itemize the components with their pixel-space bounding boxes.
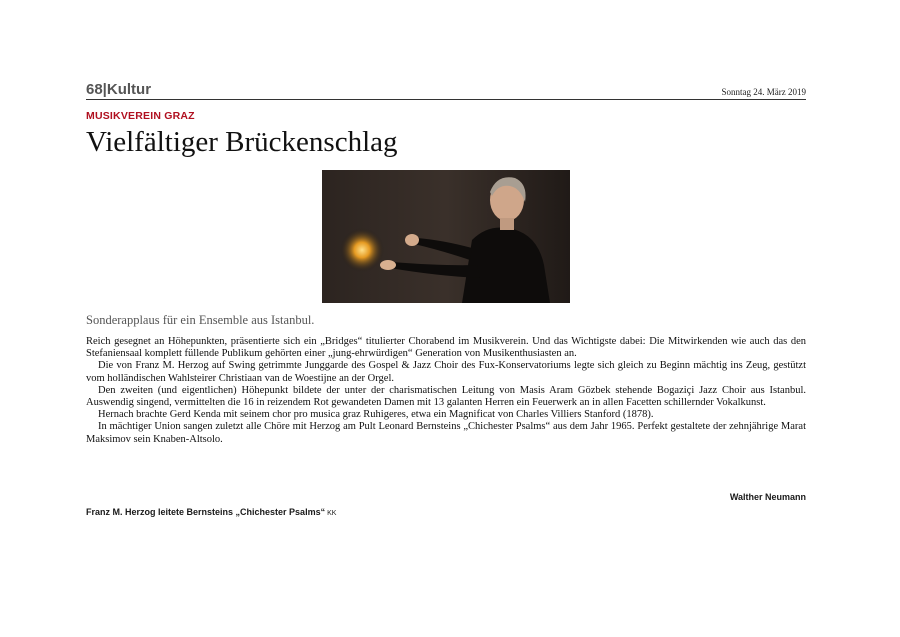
article-paragraph: Die von Franz M. Herzog auf Swing getrimmte Junggarde des Gospel & Jazz Choir des Fux-Konservatoriums legte sich gleich zu Beginn mächtig ins Zeug, gestützt vom holländischen Wahlsteirer Christiaan van de Woestijne an der Orgel. <box>86 360 806 384</box>
conductor-photo-illustration <box>322 170 570 303</box>
article-kicker: MUSIKVEREIN GRAZ <box>86 110 195 122</box>
article-body <box>86 336 806 446</box>
page-header <box>86 79 806 100</box>
photo-caption-text: Franz M. Herzog leitete Bernsteins „Chichester Psalms“ <box>86 507 326 517</box>
photo-credit: KK <box>327 510 337 517</box>
page-number-section: 68|Kultur <box>86 81 152 98</box>
conductor-photo <box>322 170 570 303</box>
article-headline: Vielfältiger Brückenschlag <box>86 126 398 158</box>
article-author: Walther Neumann <box>729 492 806 502</box>
article-paragraph: Den zweiten (und eigentlichen) Höhepunkt bildete der unter der charismatischen Leitung von Masis Aram Gözbek stehende Bogaziçi Jazz Choir aus Istanbul. Auswendig singend, vermittelten die 16 in reizendem Rot gewandeten Damen mit 13 galanten Herren ein Feuerwerk an in allen Facetten schillernder Vokalkunst. <box>86 384 806 409</box>
issue-date: Sonntag 24. März 2019 <box>721 87 806 97</box>
article-subhead: Sonderapplaus für ein Ensemble aus Istanbul. <box>86 313 315 327</box>
photo-caption <box>86 507 336 517</box>
article-paragraph: In mächtiger Union sangen zuletzt alle Chöre mit Herzog am Pult Leonard Bernsteins „Chichester Psalms“ aus dem Jahr 1965. Perfekt gestaltete der zehnjährige Marat Maksimov sein Knaben-Altsolo. <box>86 421 806 445</box>
article-paragraph: Hernach brachte Gerd Kenda mit seinem chor pro musica graz Ruhigeres, etwa ein Magnificat von Charles Villiers Stanford (1878). <box>98 409 654 421</box>
article-paragraph: Reich gesegnet an Höhepunkten, präsentierte sich ein „Bridges“ titulierter Chorabend im Musikverein. Und das Wichtigste dabei: Die Mitwirkenden wie auch das den Stefaniensaal komplett füllende Publikum gehörten einer „jung-ehrwürdigen“ Generation von Musikenthusiasten an. <box>86 336 806 360</box>
